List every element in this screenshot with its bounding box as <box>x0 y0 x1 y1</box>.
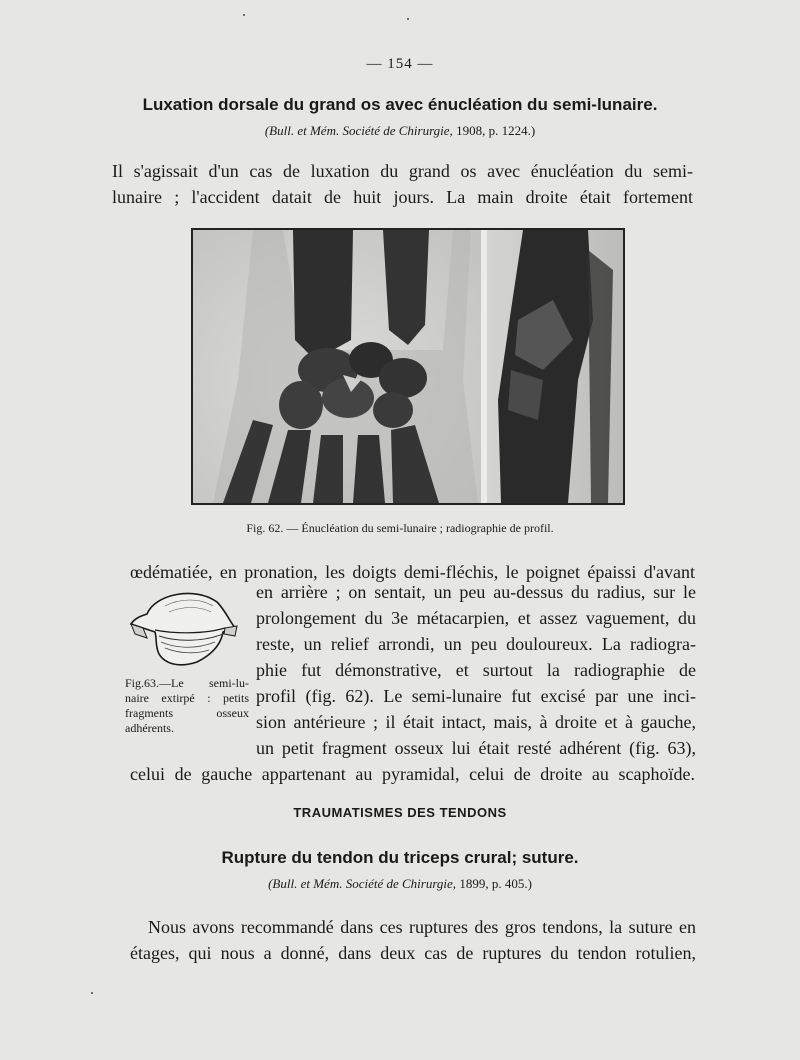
caption-line: naire extirpé : petits <box>125 691 249 705</box>
caption-line: adhérents. <box>125 721 174 735</box>
paragraph-line: Nous avons recommandé dans ces ruptures des gros tendons, la suture en <box>148 917 696 937</box>
paragraph-line: profil (fig. 62). Le semi-lunaire fut excisé par une inci- <box>256 686 696 706</box>
article-title: Luxation dorsale du grand os avec énucléation du semi-lunaire. <box>142 95 658 114</box>
paragraph-line: étages, qui nous a donné, dans deux cas de ruptures du tendon rotulien, <box>130 943 696 963</box>
paragraph-line: lunaire ; l'accident datait de huit jours. La main droite était fortement <box>112 187 693 207</box>
paragraph-line: un petit fragment osseux lui était resté adhérent (fig. 63), <box>256 738 696 758</box>
paragraph-line: en arrière ; on sentait, un peu au-dessus du radius, sur le <box>256 582 696 602</box>
figure-63-caption <box>125 676 249 736</box>
paragraph-line: reste, un relief arrondi, un peu douloureux. La radiogra- <box>256 634 696 654</box>
figure-62-caption: Fig. 62. — Énucléation du semi-lunaire ; radiographie de profil. <box>246 521 554 535</box>
caption-line: fragments osseux <box>125 706 249 720</box>
citation-journal: (Bull. et Mém. Société de Chirurgie, <box>264 123 453 138</box>
section-heading: TRAUMATISMES DES TENDONS <box>293 805 507 820</box>
paragraph-line: sion antérieure ; il était intact, mais, à droite et à gauche, <box>256 712 696 732</box>
article-citation <box>60 123 740 139</box>
citation-year-page: 1899, p. 405.) <box>456 876 532 891</box>
figure-63-illustration <box>125 584 240 669</box>
semilunar-bone-drawing <box>125 584 240 669</box>
speck <box>407 18 409 20</box>
paragraph-line: œdématiée, en pronation, les doigts demi-fléchis, le poignet épaissi d'avant <box>130 562 695 582</box>
paragraph-line: Il s'agissait d'un cas de luxation du grand os avec énucléation du semi- <box>112 161 693 181</box>
citation-year-page: 1908, p. 1224.) <box>452 123 536 138</box>
page-number: — 154 — <box>366 56 434 72</box>
article-citation <box>60 876 740 892</box>
radiograph-image <box>193 230 623 503</box>
caption-line: Fig.63.—Le semi-lu- <box>125 676 249 690</box>
figure-62-radiograph <box>191 228 625 505</box>
article-title: Rupture du tendon du triceps crural; suture. <box>221 848 579 867</box>
paragraph-line: phie fut démonstrative, et surtout la radiographie de <box>256 660 696 680</box>
citation-journal: (Bull. et Mém. Société de Chirurgie, <box>268 876 457 891</box>
speck <box>243 14 245 16</box>
paragraph-line: prolongement du 3e métacarpien, et assez vaguement, du <box>256 608 696 628</box>
paragraph-line: celui de gauche appartenant au pyramidal, celui de droite au scaphoïde. <box>130 764 695 784</box>
speck <box>91 992 93 994</box>
